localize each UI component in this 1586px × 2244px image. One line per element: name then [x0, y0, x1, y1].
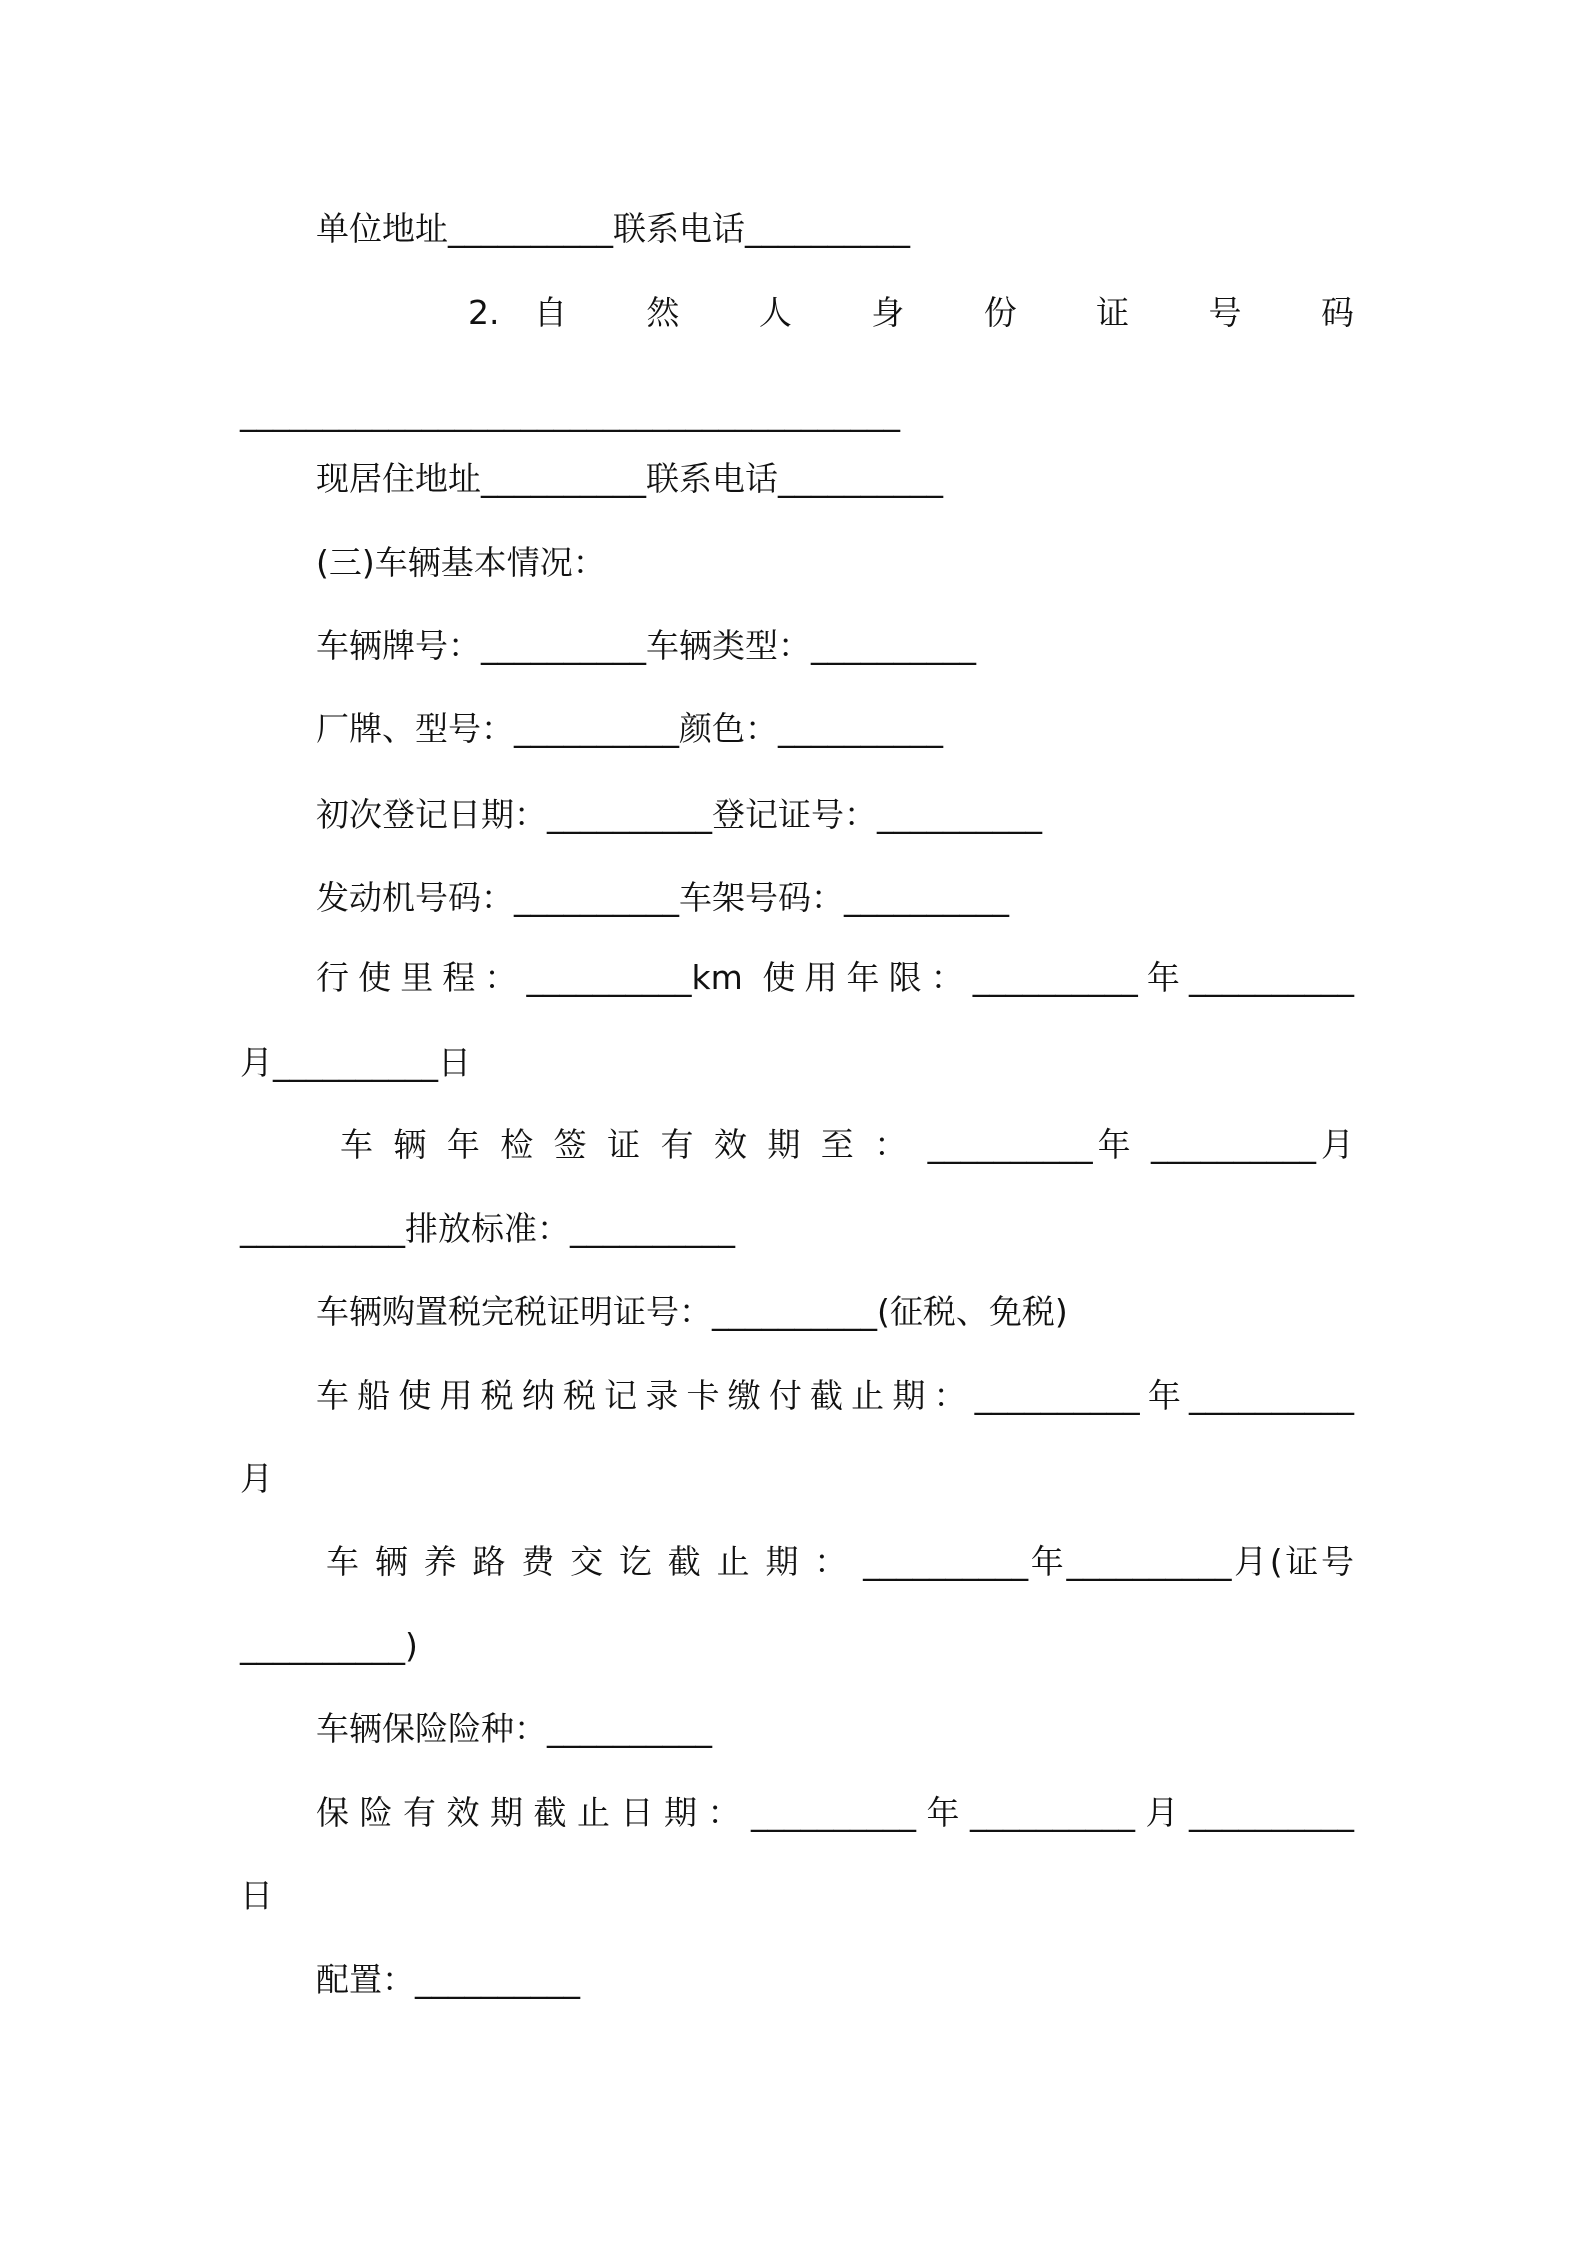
inspection-valid-line: 车 辆 年 检 签 证 有 效 期 至 ： __________年 __________月: [340, 1125, 1354, 1164]
plate-type-line: 车辆牌号：__________车辆类型：__________: [316, 626, 976, 665]
section-heading-vehicle-info: (三)车辆基本情况：: [316, 543, 606, 582]
residence-address-phone-line: 现居住地址__________联系电话__________: [316, 459, 943, 498]
registration-date-line: 初次登记日期：__________登记证号：__________: [316, 795, 1042, 834]
insurance-expiry-line-cont: 日: [240, 1876, 273, 1915]
id-number-label-line: 2.自 然 人 身 份 证 号 码: [468, 293, 1354, 332]
vessel-tax-line-cont: 月: [240, 1459, 273, 1498]
id-number-blank-line: ________________________________________: [240, 393, 900, 432]
brand-color-line: 厂牌、型号：__________颜色：__________: [316, 709, 943, 748]
configuration-line: 配置：__________: [316, 1960, 580, 1999]
road-fee-line: 车 辆 养 路 费 交 讫 截 止 期 ： __________年__________月(证号: [326, 1542, 1354, 1581]
emission-standard-line: __________排放标准：__________: [240, 1209, 735, 1248]
mileage-years-line: 行使里程：__________km 使用年限：__________年__________: [316, 958, 1354, 997]
vessel-tax-line: 车船使用税纳税记录卡缴付截止期：__________年__________: [316, 1376, 1354, 1415]
engine-frame-number-line: 发动机号码：__________车架号码：__________: [316, 878, 1009, 917]
insurance-expiry-line: 保险有效期截止日期：__________年__________月__________: [316, 1793, 1354, 1832]
road-fee-line-cont: __________): [240, 1626, 418, 1665]
mileage-years-line-cont: 月__________日: [240, 1043, 471, 1082]
employer-address-phone-line: 单位地址__________联系电话__________: [316, 209, 910, 248]
insurance-type-line: 车辆保险险种：__________: [316, 1709, 712, 1748]
purchase-tax-line: 车辆购置税完税证明证号：__________(征税、免税): [316, 1292, 1068, 1331]
